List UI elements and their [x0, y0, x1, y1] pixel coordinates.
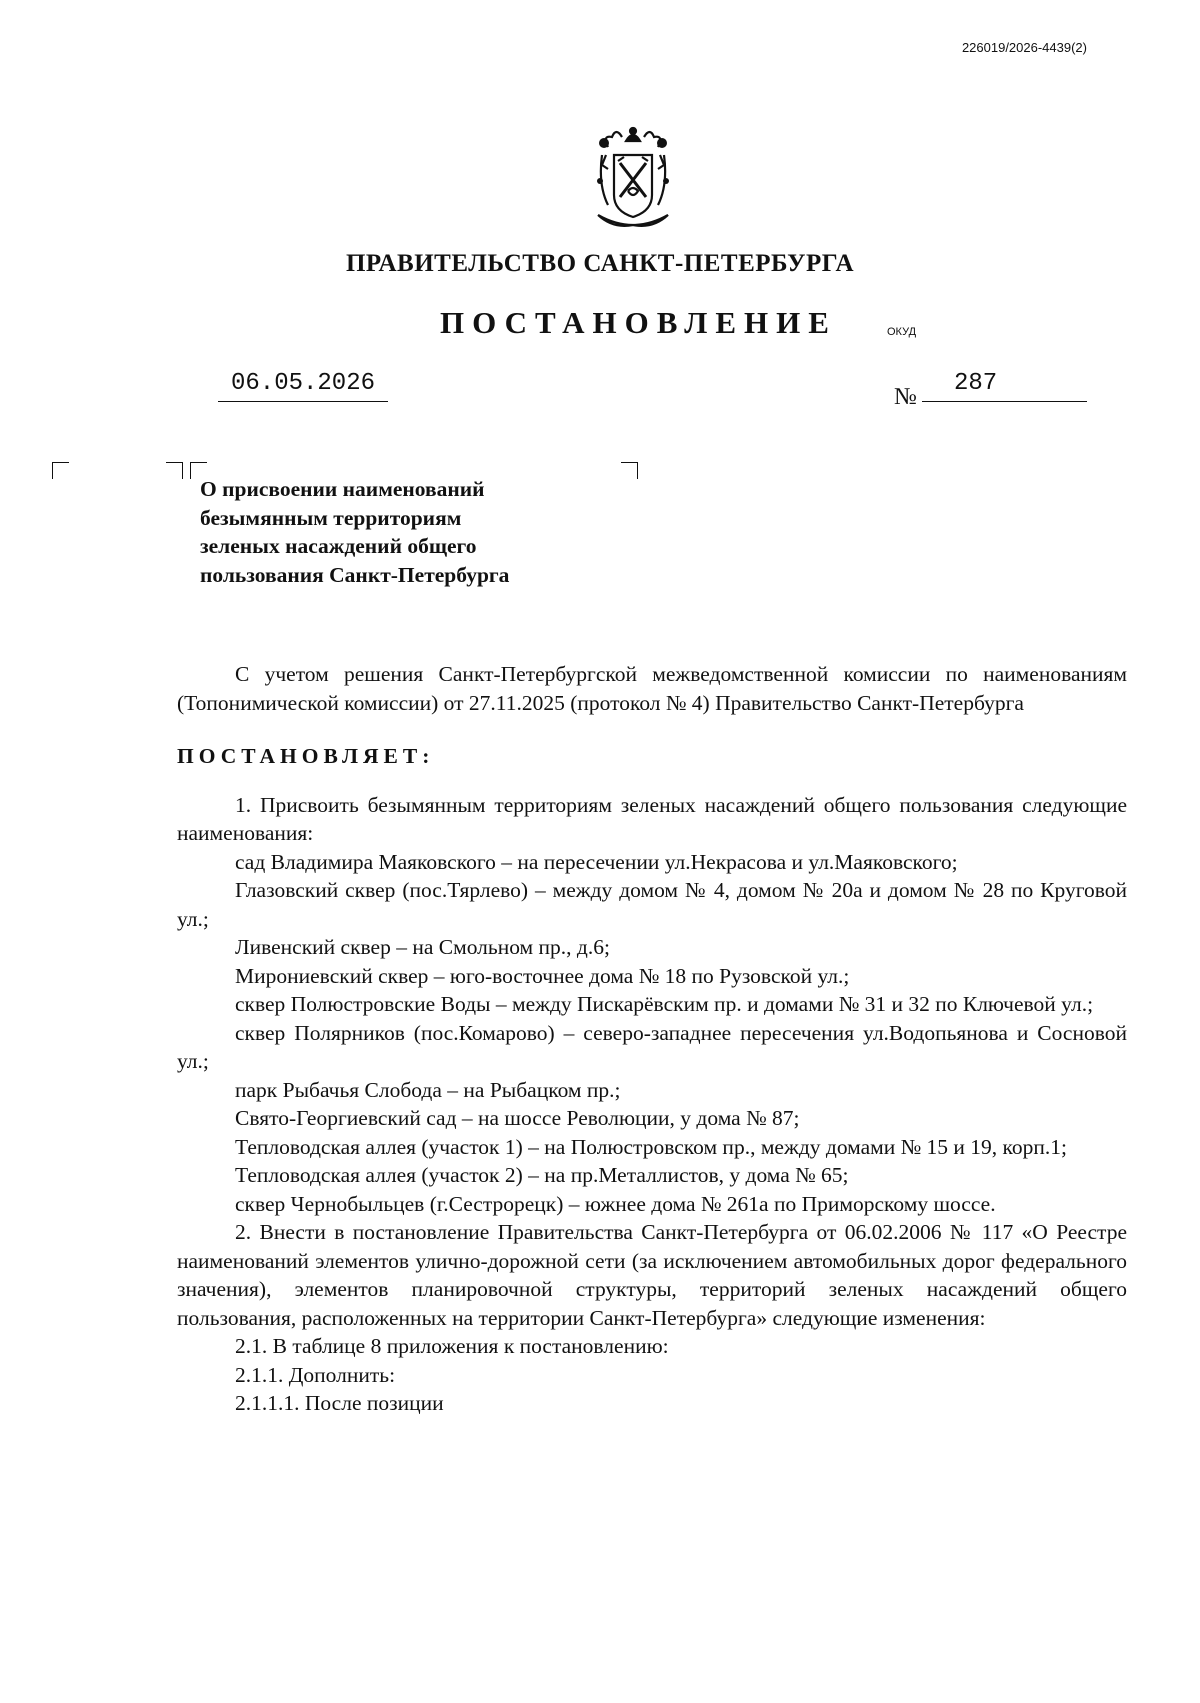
decree-word: ПОСТАНОВЛЯЕТ: [177, 744, 435, 768]
document-date: 06.05.2026 [218, 370, 388, 402]
list-item: Тепловодская аллея (участок 1) – на Полюстровском пр., между домами № 15 и 19, корп.1; [235, 1134, 1068, 1159]
list-item: Свято-Георгиевский сад – на шоссе Революции, у дома № 87; [235, 1106, 800, 1130]
subject-line: О присвоении наименований [200, 477, 485, 501]
list-item: сквер Полюстровские Воды – между Пискарёвским пр. и домами № 31 и 32 по Ключевой ул.; [235, 992, 1094, 1016]
list-item: сквер Чернобыльцев (г.Сестрорецк) – южнее дома № 261а по Приморскому шоссе. [235, 1191, 996, 1216]
list-item: Ливенский сквер – на Смольном пр., д.6; [235, 935, 610, 959]
paragraph: 2.1. В таблице 8 приложения к постановлению: [235, 1334, 669, 1358]
list-item: парк Рыбачья Слобода – на Рыбацком пр.; [235, 1077, 621, 1102]
corner-mark [166, 462, 183, 479]
document-number: 287 [922, 370, 1087, 402]
registration-number: 226019/2026-4439(2) [961, 40, 1087, 55]
coat-of-arms-icon [588, 125, 678, 237]
subject-line: безымянным территориям [200, 505, 462, 530]
paragraph: 1. Присвоить безымянным территориям зеленых насаждений общего пользования следующие наименования: [177, 792, 1127, 845]
document-body [177, 660, 1127, 1418]
government-heading: ПРАВИТЕЛЬСТВО САНКТ-ПЕТЕРБУРГА [345, 250, 855, 277]
okud-mark: ОКУД [887, 326, 917, 338]
paragraph: 2.1.1. Дополнить: [235, 1362, 396, 1387]
corner-mark [621, 462, 638, 479]
document-type: ПОСТАНОВЛЕНИЕ [440, 305, 837, 340]
corner-mark [52, 462, 69, 479]
list-item: сад Владимира Маяковского – на пересечении ул.Некрасова и ул.Маяковского; [235, 849, 958, 874]
number-sign: № [894, 384, 917, 410]
preamble: С учетом решения Санкт-Петербургской межведомственной комиссии по наименованиям (Топонимической комиссии) от 27.11.2025 (протокол № 4) Правительство Санкт-Петербурга [177, 662, 1127, 715]
document-subject [200, 475, 509, 589]
paragraph: 2.1.1.1. После позиции [235, 1391, 444, 1415]
list-item: Тепловодская аллея (участок 2) – на пр.Металлистов, у дома № 65; [235, 1163, 849, 1187]
list-item: Глазовский сквер (пос.Тярлево) – между домом № 4, домом № 20а и домом № 28 по Круговой ул.; [177, 878, 1127, 931]
list-item: сквер Полярников (пос.Комарово) – северо-западнее пересечения ул.Водопьянова и Сосновой ул.; [177, 1020, 1127, 1073]
list-item: Мирониевский сквер – юго-восточнее дома № 18 по Рузовской ул.; [235, 963, 850, 988]
subject-line: пользования Санкт-Петербурга [200, 562, 510, 587]
subject-line: зеленых насаждений общего [200, 534, 477, 558]
paragraph: 2. Внести в постановление Правительства Санкт-Петербурга от 06.02.2006 № 117 «О Реестре наименований элементов улично-дорожной сети (за исключением автомобильных дорог федерального значения), элементов планировочной структуры, территорий зеленых насаждений общего пользования, расположенных на территории Санкт-Петербурга» следующие изменения: [177, 1220, 1127, 1330]
